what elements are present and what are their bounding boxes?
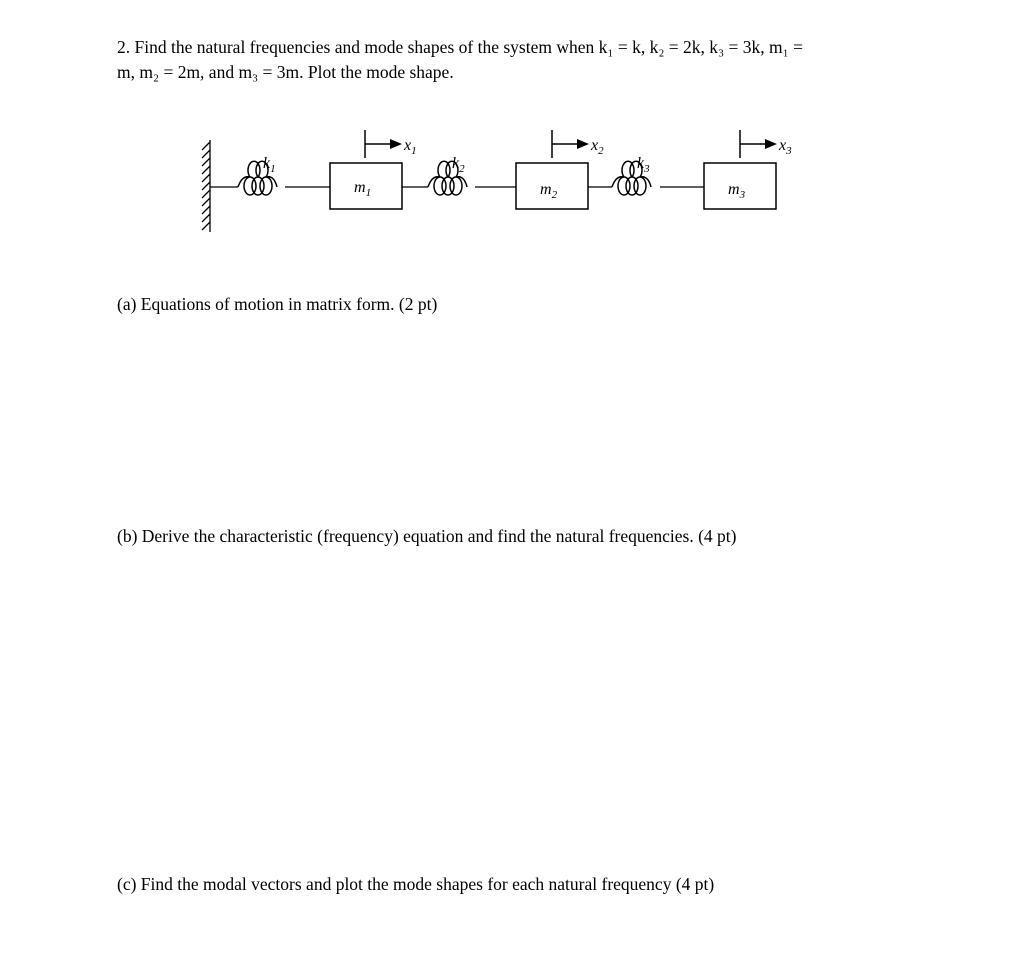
question-line-1: 2. Find the natural frequencies and mode shapes of the system when k₁ = k, k₂ = 2k, k₃ = 3k, m₁ = [117, 37, 803, 57]
label-x2: $x_2$ [591, 137, 604, 157]
part-c: (c) Find the modal vectors and plot the mode shapes for each natural frequency (4 pt) [117, 874, 715, 894]
mass-m1 [330, 163, 402, 209]
label-m3: $m_3$ [728, 181, 746, 201]
fixed-wall [202, 140, 210, 232]
label-m1: $m_1$ [354, 179, 372, 199]
label-k3: $k_3$ [637, 155, 650, 175]
part-b: (b) Derive the characteristic (frequency) equation and find the natural frequencies. (4 pt) [117, 526, 737, 546]
label-x1: $x_1$ [404, 137, 417, 157]
label-k1: $k_1$ [263, 155, 276, 175]
label-k2: $k_2$ [452, 155, 465, 175]
mass-m3 [704, 163, 776, 209]
label-m2: $m_2$ [540, 181, 558, 201]
spring-mass-diagram [0, 0, 1024, 260]
mass-m2 [516, 163, 588, 209]
question-line-2: m, m₂ = 2m, and m₃ = 3m. Plot the mode shape. [117, 62, 454, 82]
label-x3: $x_3$ [779, 137, 792, 157]
part-a: (a) Equations of motion in matrix form. (2 pt) [117, 294, 438, 314]
